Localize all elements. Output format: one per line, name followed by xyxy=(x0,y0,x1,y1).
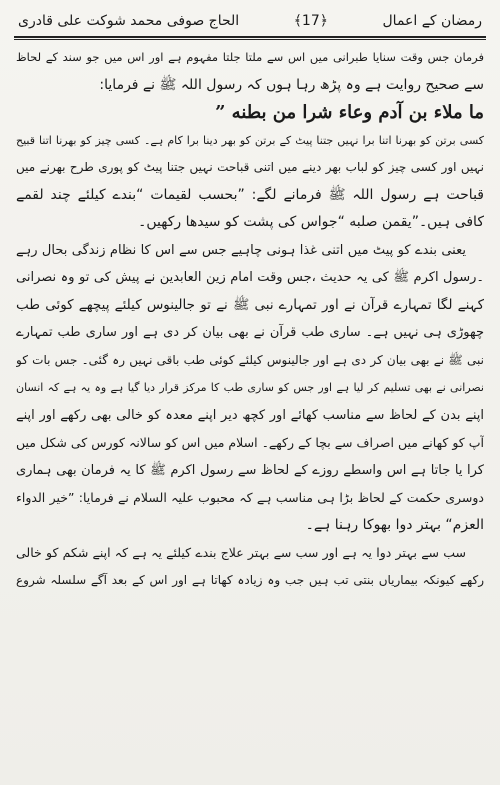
text-line: کسی برتن کو بھرنا اتنا برا نہیں جتنا پیٹ کے برتن کو بھر دینا برا کام ہے۔ کسی چیز کو بھرنا اتنا قبیح xyxy=(16,133,484,147)
page-body xyxy=(16,44,484,777)
header-rule-thin xyxy=(14,39,486,40)
header-rule xyxy=(14,36,486,38)
text-line: قباحت ہے رسول اللہ ﷺ فرمانے لگے: ”بحسب لقیمات “بندے کیلئے چند لقمے xyxy=(16,186,484,203)
text-line: اپنے بدن کے لحاظ سے مناسب کھائے اور کچھ دیر اپنے معدہ کو خالی بھی رکھے اور اپنے xyxy=(16,407,484,423)
text-line: سب سے بہتر دوا یہ ہے اور سب سے بہتر علاج بندے کیلئے یہ ہے کہ اپنے شکم کو خالی xyxy=(16,545,466,560)
hadith-arabic: ما ملاء بن آدم وعاء شرا من بطنه ” xyxy=(215,102,484,123)
text-line: یعنی بندے کو پیٹ میں اتنی غذا ہونی چاہیے جس سے اس کا نظام زندگی بحال رہے xyxy=(16,242,466,258)
text-line: نہیں اور کسی چیز کو لباب بھر دینے میں اتنی قباحت نہیں جتنا پیٹ کو پوری طرح بھرنے میں xyxy=(16,160,484,174)
author-name: الحاج صوفی محمد شوکت علی قادری xyxy=(18,13,240,29)
text-line: کرا یا جاتا ہے اس واسطے روزے کے لحاظ سے رسول اکرم ﷺ کا یہ فرمان بھی ہماری xyxy=(16,462,484,478)
page-number: ﴿17﴾ xyxy=(293,13,328,29)
text-line: سے صحیح روایت ہے وہ پڑھ رہا ہوں کہ رسول اللہ ﷺ نے فرمایا: xyxy=(99,76,484,93)
text-line: نصرانی نے بھی تسلیم کر لیا ہے اور جس کو ساری طب کا مرکز قرار دیا گیا ہے وہ یہ ہے کہ انسان xyxy=(16,381,484,394)
text-line: دوسری حکمت کے لحاظ بڑا ہی مناسب ہے کہ محبوب علیہ السلام نے فرمایا: ”خیر الدواء xyxy=(16,490,484,505)
text-line: رکھے کیونکہ بیماریاں بنتی تب ہیں جب وہ زیادہ کھاتا ہے اور اس کے بعد آگے سلسلہ شروع xyxy=(16,572,484,587)
text-line: نبی ﷺ نے بھی بیان کر دی ہے اور جالینوس کیلئے کوئی طب باقی نہیں رہ گئی۔ جس بات کو xyxy=(16,352,484,367)
text-line: کہنے لگا تمہارے قرآن نے اور تمہارے نبی ﷺ نے تو جالینوس کیلئے پیچھے کوئی طب xyxy=(16,296,484,313)
text-line: چھوڑی ہی نہیں ہے۔ ساری طب قرآن نے بھی بیان کر دی ہے اور ساری طب تمہارے xyxy=(16,325,484,340)
text-line: آپ کو کھانے میں اصراف سے بچا کے رکھے۔ اسلام میں اس کو سالانہ کورس کی شکل میں xyxy=(16,435,484,450)
text-line: کافی ہیں۔”یقمن صلبه “جواس کی پشت کو سیدھا رکھیں۔ xyxy=(138,214,484,230)
book-title: رمضان کے اعمال xyxy=(382,13,482,29)
text-line: ۔رسول اکرم ﷺ کی یہ حدیث ،جس وقت امام زین العابدین نے پیش کی تو وہ نصرانی xyxy=(16,270,484,285)
page-header xyxy=(18,8,482,34)
text-line: العزم“ بہتر دوا بھوکا رہنا ہے۔ xyxy=(305,516,484,533)
text-line: فرمان جس وقت سنایا طبرانی میں اس سے ملتا جلتا مفہوم ہے اور اس میں جو سند کے لحاظ xyxy=(16,50,484,64)
